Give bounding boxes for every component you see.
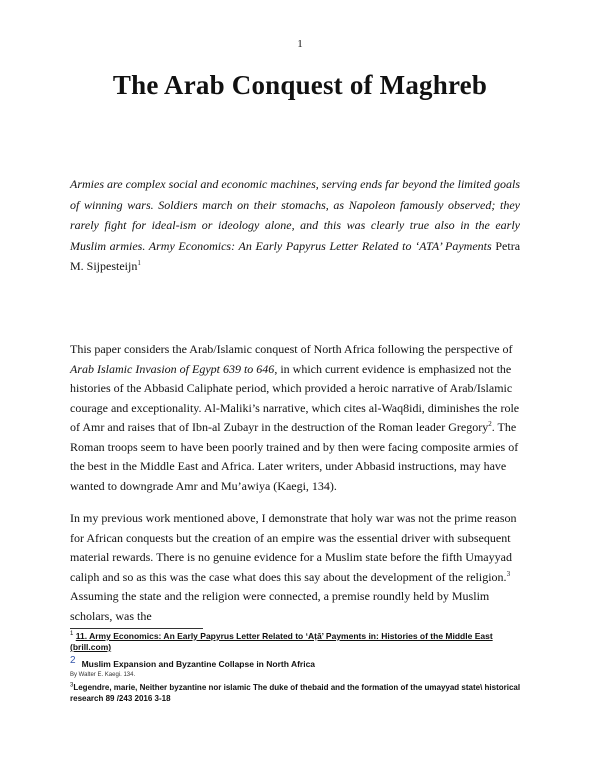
paragraph-2-text-a: In my previous work mentioned above, I demonstrate that holy war was not the prime reason for African conquests but the creation of an empire was the essential driver with subsequent material rewards. There is no genuine evidence for a Muslim state before the fifth Umayyad caliph and so as this was the case what does this say about the development of the religion. xyxy=(70,511,517,584)
body-paragraph-1 xyxy=(70,340,525,496)
footnote-2-author: By Walter E. Kaegi. 134. xyxy=(70,671,136,678)
footnote-ref-1[interactable]: 1 xyxy=(137,259,141,267)
footnote-ref-3[interactable]: 3 xyxy=(506,569,511,578)
footnote-2-title: Muslim Expansion and Byzantine Collapse in North Africa xyxy=(81,658,316,669)
document-title: The Arab Conquest of Maghreb xyxy=(112,70,488,100)
epigraph xyxy=(70,174,520,277)
footnote-2-number: 2 xyxy=(70,655,76,666)
footnote-ref-2[interactable]: 2 xyxy=(488,420,492,428)
footnote-1-number: 1 xyxy=(70,631,74,638)
paragraph-2-text-b: Assuming the state and the religion were connected, a premise roundly held by Muslim scholars, was the xyxy=(70,589,490,623)
epigraph-author: Petra M. Sijpesteijn xyxy=(70,238,521,273)
book-title: Arab Islamic Invasion of Egypt 639 to 646 xyxy=(70,361,275,376)
paragraph-1-text-b: , in which current evidence is emphasized not the histories of the Abbasid Caliphate period, which provided a heroic narrative of Arab/Islamic courage and exceptionality. Al-Maliki’s narrative, which cites al-Waq8idi, diminishes the role of Amr and raises that of Ibn-al Zubayr in the destruction of the Roman leader Gregory xyxy=(70,361,520,434)
page-number: 1 xyxy=(297,38,303,50)
footnote-1 xyxy=(70,631,525,653)
footnote-separator xyxy=(70,628,203,629)
footnote-3-number: 3 xyxy=(70,682,74,689)
footnote-1-link[interactable]: 11. Army Economics: An Early Papyrus Letter Related to ‘Aṭā’ Payments in: Histories of the Middle East (brill.com) xyxy=(70,631,493,652)
footnotes xyxy=(70,631,525,704)
paragraph-1-text-c: . The Roman troops seem to have been poorly trained and by then were facing composite armies of the best in the Middle East and Africa. Later writers, under Abbasid instructions, may have wanted to downgrade Amr and Mu’awiya (Kaegi, 134). xyxy=(70,420,519,493)
paragraph-1-text-a: This paper considers the Arab/Islamic conquest of North Africa following the perspective of xyxy=(70,342,513,356)
footnote-2 xyxy=(70,655,525,670)
footnote-3 xyxy=(70,682,525,704)
epigraph-quote: Armies are complex social and economic machines, serving ends far beyond the limited goals of winning wars. Soldiers march on their stomachs, as Napoleon famously observed; they rarely fight for ideal-ism or ideology alone, and this was clearly true also in the early Muslim armies. Army Economics: An Early Papyrus Letter Related to ‘ATA’ Payments xyxy=(70,177,520,253)
body-paragraph-2 xyxy=(70,509,525,626)
footnote-3-text: Legendre, marie, Neither byzantine nor islamic The duke of thebaid and the formation of the umayyad state\ historical research 89 /243 2016 3-18 xyxy=(70,682,521,703)
